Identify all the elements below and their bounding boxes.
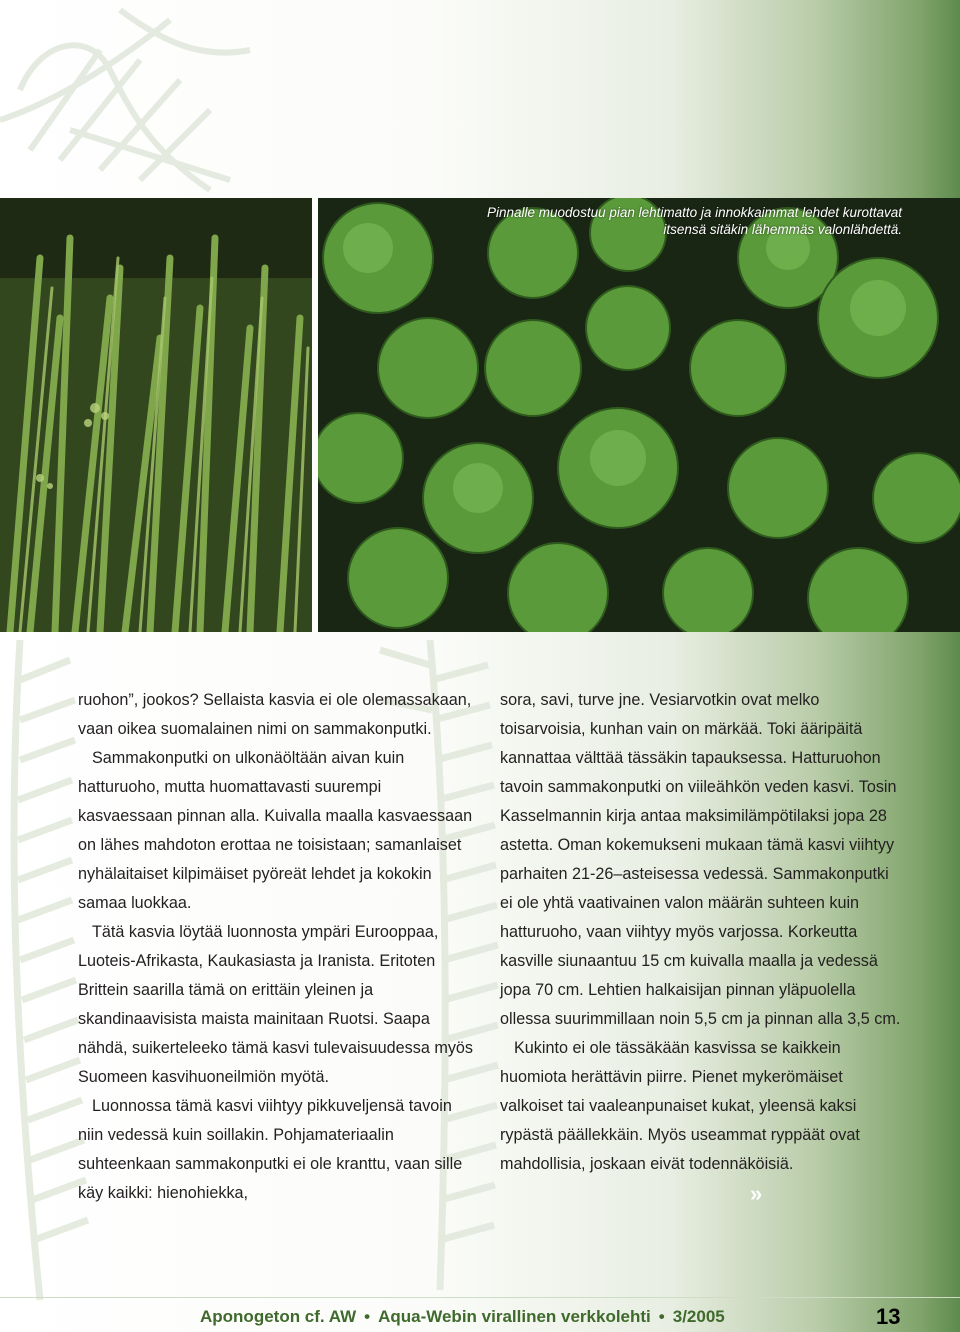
footer-issue: 3/2005 [672, 1307, 725, 1326]
article-right-column [500, 686, 905, 1211]
footer-magazine: Aqua-Webin virallinen verkkolehti [378, 1307, 651, 1326]
footer-publication: Aponogeton cf. AW [200, 1307, 357, 1326]
photo-caption [382, 204, 902, 238]
page-number: 13 [876, 1304, 901, 1329]
continue-arrow-icon: » [750, 1181, 758, 1206]
paragraph: Luonnossa tämä kasvi viihtyy pikkuveljensä tavoin niin vedessä kuin soillakin. Pohjamateriaalin suhteenkaan sammakonputki ei ole kranttu, vaan sille käy kaikki: hienohiekka, [78, 1097, 463, 1202]
article-left-column [78, 686, 478, 1208]
paragraph-text: Kukinto ei ole tässäkään kasvissa se kaikkein huomiota herättävin piirre. Pienet mykerömäiset valkoiset tai vaaleanpunaiset kukat, yleensä kaksi rypästä päällekkäin. Myös useammat ryppäät ovat mahdollisia, joskaan eivät todennäköisiä. [500, 1039, 860, 1173]
caption-line-1: Pinnalle muodostuu pian lehtimatto ja innokkaimmat lehdet kurottavat [487, 205, 902, 220]
bullet-icon: • [658, 1307, 665, 1326]
paragraph: sora, savi, turve jne. Vesiarvotkin ovat melko toisarvoisia, kunhan vain on märkää. Toki ääripäitä kannattaa välttää tässäkin tapauksessa. Hatturuohon tavoin sammakonputki on viileähkön veden kasvi. Tosin Kasselmannin kirja antaa maksimilämpötilaksi jopa 28 astetta. Oman kokemukseni mukaan tämä kasvi viihtyy parhaiten 21-26–asteisessa vedessä. Sammakonputki ei ole yhtä vaativainen valon määrän suhteen kuin hatturuoho, vaan viihtyy myös varjossa. Korkeutta kasville siunaantuu 15 cm kuivalla maalla ja vedessä jopa 70 cm. Lehtien halkaisijan pinnan yläpuolella ollessa suurimmillaan noin 5,5 cm ja pinnan alla 3,5 cm. [500, 691, 901, 1028]
paragraph: ruohon”, jookos? Sellaista kasvia ei ole olemassakaan, vaan oikea suomalainen nimi on sammakonputki. [78, 691, 472, 738]
footer-publication-line [200, 1307, 725, 1327]
round-leaves-illustration [318, 198, 960, 632]
pennywort-leaves-photo [318, 198, 960, 632]
grass-leaves-illustration [0, 198, 312, 632]
caption-line-2: itsensä sitäkin lähemmäs valonlähdettä. [663, 222, 902, 237]
paragraph [500, 1034, 905, 1211]
grass-plant-photo [0, 198, 312, 632]
paragraph: Tätä kasvia löytää luonnosta ympäri Eurooppaa, Luoteis-Afrikasta, Kaukasiasta ja Iranista. Eritoten Brittein saarilla tämä on erittäin yleinen ja skandinaavisista maista mainitaan Ruotsi. Saapa nähdä, suikerteleeko tämä kasvi tulevaisuudessa myös Suomeen kasvihuoneilmiön myötä. [78, 923, 474, 1086]
bullet-icon: • [364, 1307, 371, 1326]
paragraph: Sammakonputki on ulkonäöltään aivan kuin hatturuoho, mutta huomattavasti suurempi kasvaessaan pinnan alla. Kuivalla maalla kasvaessaan on lähes mahdoton erottaa ne toisistaan; samanlaiset nyhälaitaiset kilpimäiset pyöreät lehdet ja kokokin samaa luokkaa. [78, 749, 473, 912]
page-footer [0, 1300, 960, 1332]
footer-divider [0, 1297, 960, 1298]
